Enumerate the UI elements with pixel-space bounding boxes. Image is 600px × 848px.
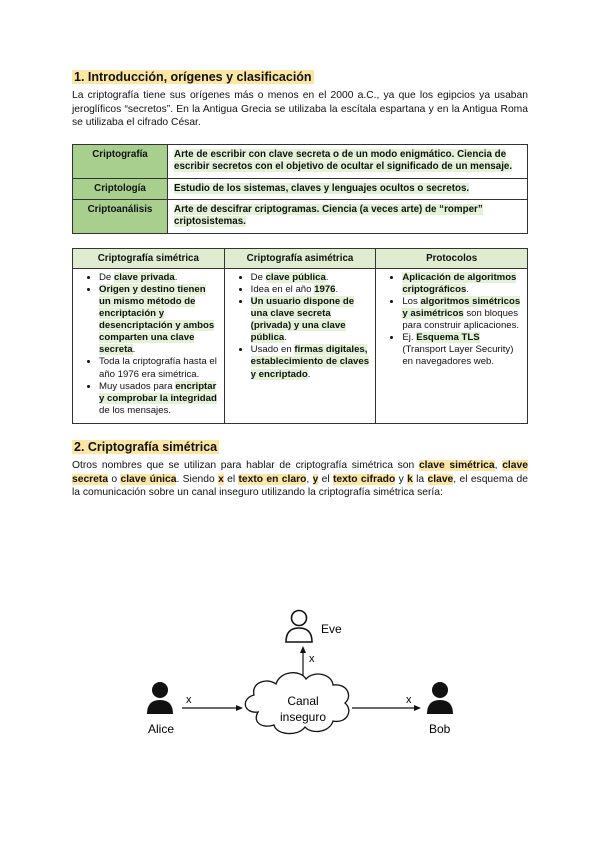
definition-term: Criptografía	[73, 144, 168, 178]
definition-term: Criptoanálisis	[73, 200, 168, 234]
bob-person-icon	[427, 682, 453, 714]
definition-text: Arte de escribir con clave secreta o de un modo enigmático. Ciencia de escribir secretos con el objetivo de ocultar el significado de un mensaje.	[168, 144, 528, 178]
header-asymmetric: Criptografía asimétrica	[224, 248, 376, 268]
eve-person-icon	[286, 611, 312, 643]
asym-bullet: • Un usuario dispone de una clave secreta (privada) y una clave pública.	[251, 296, 372, 344]
term-y: y	[312, 473, 319, 485]
channel-label-line1: Canal	[287, 694, 319, 708]
term-k: k	[407, 473, 413, 485]
header-symmetric: Criptografía simétrica	[73, 248, 225, 268]
term-clave: clave	[427, 473, 454, 485]
eve-label: Eve	[321, 622, 342, 636]
definition-text: Arte de descifrar criptogramas. Ciencia (a veces arte) de “romper” criptosistemas.	[168, 200, 528, 234]
channel-label-line2: inseguro	[279, 710, 327, 724]
asym-bullet: • Idea en el año 1976.	[251, 284, 372, 296]
term-clave-simetrica: clave simétrica	[418, 459, 495, 471]
definition-text: Estudio de los sistemas, claves y lenguajes ocultos o secretos.	[168, 178, 528, 199]
section-1-heading: 1. Introducción, orígenes y clasificación	[74, 70, 312, 84]
sym-bullet: • De clave privada.	[99, 272, 220, 284]
asym-bullet: • Usado en firmas digitales, establecimiento de claves y encriptado.	[251, 344, 372, 380]
sym-bullet: • Toda la criptografía hasta el año 1976 era simétrica.	[99, 356, 220, 380]
definition-term: Criptología	[73, 178, 168, 199]
section-2-paragraph: Otros nombres que se utilizan para hablar de criptografía simétrica son clave simétrica, clave secreta o clave única. Siendo x el texto en claro, y el texto cifrado y k la clave, el esquema de la comunicación sobre un canal inseguro utilizando la criptografía simétrica sería:	[72, 459, 528, 499]
label-x-bob: x	[406, 694, 412, 706]
alice-person-icon	[147, 682, 173, 714]
sym-bullet: • Origen y destino tienen un mismo método de encriptación y desencriptación y ambos comparten una clave secreta.	[99, 284, 220, 357]
term-clave-secreta: clave secreta	[72, 459, 528, 485]
header-protocols: Protocolos	[376, 248, 528, 268]
label-x-alice: x	[186, 694, 192, 706]
alice-label: Alice	[148, 722, 175, 736]
intro-paragraph: La criptografía tiene sus orígenes más o menos en el 2000 a.C., ya que los egipcios ya usaban jeroglíficos “secretos”. En la Antigua Grecia se utilizaba la escítala espartana y en la Antigua Roma se utilizaba el cifrado César.	[72, 90, 528, 129]
proto-bullet: • Ej. Esquema TLS (Transport Layer Security) en navegadores web.	[402, 332, 523, 368]
label-x-eve: x	[309, 653, 315, 665]
section-2-heading: 2. Criptografía simétrica	[74, 439, 218, 454]
asym-bullet: • De clave pública.	[251, 272, 372, 284]
term-x: x	[218, 473, 224, 485]
term-clave-unica: clave única	[120, 473, 177, 485]
sym-bullet: • Muy usados para encriptar y comprobar la integridad de los mensajes.	[99, 381, 220, 417]
proto-bullet: • Aplicación de algoritmos criptográficos.	[402, 272, 523, 296]
proto-bullet: • Los algoritmos simétricos y asimétricos son bloques para construir aplicaciones.	[402, 296, 523, 332]
term-texto-en-claro: texto en claro	[238, 473, 307, 485]
term-texto-cifrado: texto cifrado	[333, 473, 396, 485]
bob-label: Bob	[429, 722, 451, 736]
